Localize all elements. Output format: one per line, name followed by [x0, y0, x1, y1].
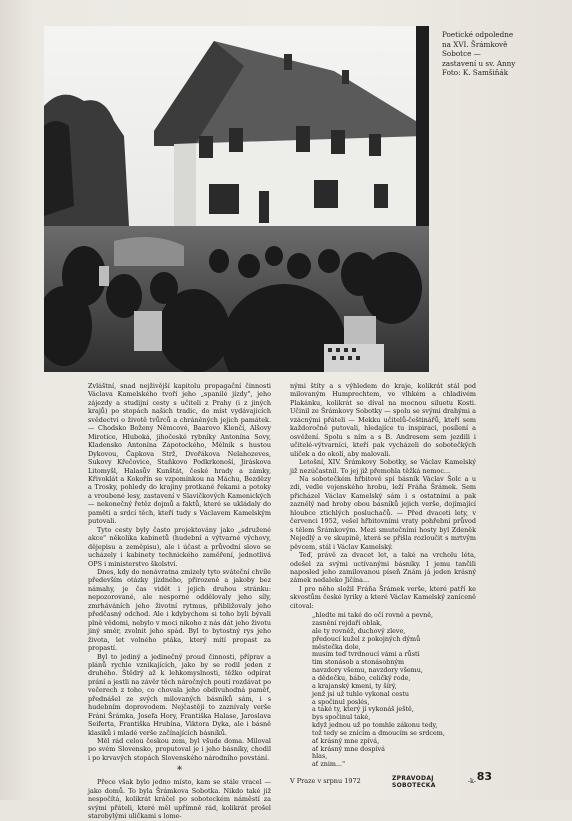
- poem-line: zasnění rejdaří oblak,: [312, 619, 383, 628]
- article-paragraph: Měl rád celou českou zem, byl všude doma. Miloval po svém Slovensko, proputoval je i jeho básníky, chodil i po krvavých stopách Slovenského národního povstání.: [88, 737, 271, 762]
- poem-line: tož tedy se znícím a dmoucím se srdcem,: [312, 728, 445, 737]
- event-photograph: [44, 26, 429, 372]
- article-column-left: [88, 382, 271, 821]
- poem-line: a také ty, který jí vykonáš ještě,: [312, 705, 414, 714]
- poem-line: ať krásný mne zpívá,: [312, 736, 380, 745]
- article-paragraph: Teď, právě za dvacet let, a také na vrcholu léta, odešel za svými uctívanými básníky. I jemu tančili naposled jeho zamilovanou píseň Znám já jeden krásný zámek nedaleko Jičína...: [290, 551, 476, 585]
- article-paragraph: Letošní, XIV. Šrámkovy Sobotky, se Václav Kamelský již nezúčastnil. To jej již přemohla těžká nemoc...: [290, 458, 476, 475]
- article-paragraph: I pro něho složil Fráňa Šrámek verše, které patří ke skvostům české lyriky a které Václav Kamelský zaníceně citoval:: [290, 584, 476, 610]
- photo-caption: [442, 30, 557, 78]
- signoff-place-date: V Praze v srpnu 1972: [290, 777, 361, 786]
- article-paragraph: nými štíty a s výhledem do kraje, kolikrát stál pod milovaným Humprechtem, ve vlhkém a chladivém Plakánku, kolikrát se díval na mocnou siluetu Kosti. Učinil ze Šrámkovy Sobotky — spolu se svými drahými a vzácnými přáteli — Mekku učitelů-češtinářů, kteří sem každoročně putovali, hledajíce tu inspiraci, posílení a osvěžení. Spolu s ním a s B. Andresem sem jezdili i učitelé-výtvarníci, kteří pak vycházeli do sobotečkých uliček a do okolí, aby malovali.: [290, 382, 476, 458]
- poem-line: jenž jsi už tuhle vykonal cestu: [312, 689, 410, 698]
- article-paragraph: Zvláštní, snad nejživější kapitolu propagační činnosti Václava Kamelského tvoří jeho „spanilé jízdy", jeho zájezdy a studijní cesty s učiteli z Prahy (i z jiných krajů) po stopách našich tradic, do míst vydávajících svědectví o životě tvůrců a chráněných jejich památek. — Chodsko Boženy Němcové, Baarovo Klenčí, Alšovy Mirotice, Hluboká, jihočeské rybníky Antonína Sovy, Kladensko Antonína Zápotockého, Mělník s hustou Dykovou, Čapkova Strž, Dvořákova Nelahozeves, Sukovy Křečovice, Staňkovo Podkrkonoší, Jiráskova Litomyšl, Halasův Kunštát, české hrady a zámky, Křivoklát a Kokořín se vzpomínkou na Máchu, Bezdězy a Trosky, pohledy do krajiny protkané řekami a potoky a vroubené lesy, zastavení v Slavičkových Kamenických — nekonečný řetěz dojmů a faktů, které se ukládaly do paměti a srdcí těch, kteří tudy s Václavem Kamelským putovali.: [88, 382, 271, 526]
- poem-line: navzdory všemu, navzdory všemu,: [312, 666, 423, 675]
- poem-line: ať krásný mne dospívá: [312, 744, 385, 753]
- caption-line: Foto: K. Samšiňák: [442, 68, 509, 78]
- poem-line: a spočinul poslés,: [312, 697, 370, 706]
- article-column-right: [290, 382, 476, 785]
- caption-line: na XVI. Šrámkově: [442, 39, 508, 49]
- poem-line: bys spočinul také,: [312, 713, 371, 722]
- poem-line: ale ty rovněž, duchový zleve,: [312, 626, 406, 635]
- article-paragraph: Na sobotečkém hřbitově spí básník Václav Šolc a u zdi, vedle vojenského hrobu, leží Fráňa Šrámek. Sem přicházel Václav Kamelský sám i s ostatními a pak zaznělý nad hroby obou básníků jejich verše, dojímající hloubce ztichlých posluchačů. — Před dvaceti lety, v červenci 1952, vešel hřbitovními vraty pohřební průvod s tělem Šrámkovým. Mezi smutečními hosty byl Zdeněk Nejedlý a ve skupině, která se přišla rozloučit s mrtvým pěvcem, stál i Václav Kamelský.: [290, 474, 476, 551]
- article-paragraph: Dnes, kdy do nenávratna zmizely tyto sváteční chvíle především otázky jízdného, přirozeně a jakoby bez námahy, je čas vidět i jejich druhou stránku: nepozorované, ale nesporné oddělovaly jeho síly, zmrháváních jeho životní rytmus, přibližovaly jeho předčasný odchod. Ale i kdybychom si toho byli bývali plně vědomi, nebylo v moci nikoho z nás dát jeho životu jiný směr, zvolnit jeho spád. Byl to bytostný rys jeho života, let volného ptáka, který mítí propast za propastí.: [88, 567, 271, 653]
- poem-line: městečka dole,: [312, 642, 361, 651]
- page-number: 83: [476, 770, 492, 783]
- poem-line: předoucí kužel z pokojných dýmů: [312, 634, 421, 643]
- article-paragraph: Tyto cesty byly často projektovány jako „sdružené akce" několika kabinetů (hudební a výtvarné výchovy, dějepisu a zeměpisu), ale i účast a průvodní slovo se ucházely i kabinety technického zaměření, jednotlivá OPS i ministerstvo školství.: [88, 525, 271, 568]
- poem-line: a krajanský kmeni, ty šírý,: [312, 681, 397, 690]
- section-star-divider: *: [177, 765, 182, 777]
- caption-line: Poetické odpoledne: [442, 30, 514, 39]
- poem-quote: [312, 612, 476, 769]
- poem-line: tim stonásob a stonásobným: [312, 658, 405, 667]
- poem-line: a dědečku, bábo, celičký rode,: [312, 673, 411, 682]
- publication-name: ZPRAVODAJ SOBOTECKA: [392, 775, 436, 789]
- poem-line: musím teď tvrdnoucí vámi a růsti: [312, 650, 420, 659]
- poem-line: když jednou už po tomhle zákonu tedy,: [312, 721, 438, 730]
- signoff-author: -k-: [467, 777, 476, 786]
- article-paragraph: Byl to jediný a jedinečný proud činnosti, příprav a plánů rychle vznikajících, jako by se rodil jeden z druhého. Štědrý až k lehkomyslnosti, těžko odpírat prání a jestli na závěr těch náročných poutí rozdávat po večerech z toho, co chovala jeho obdivuhodná paměť, přednášel ze svých milovaných básníků sám, i s hudebním doprovodem. Nejčastěji to zaznívaly verše Fráni Šrámka, Josefa Hory, Františka Halase, Jaroslava Seiferta, Františka Hrubína, Viktora Dyka, ale i básně klasiků i mladé verše začínajících básníků.: [88, 652, 271, 737]
- poem-line: „hledte mi také do očí rovně a pevně,: [312, 611, 434, 620]
- caption-line: zastavení u sv. Anny: [442, 58, 516, 68]
- poem-line: ať znim...": [312, 760, 346, 769]
- article-paragraph: Přece však bylo jedno místo, kam se stále vracel — jako domů. To byla Šrámkova Sobotka. Nikdo také již nespočítá, kolikrát kráčel po soboteckém náměstí za svými přáteli, které měl upřímně rád, kolikrát prošel starobylými uličkami s lome-: [88, 778, 271, 821]
- caption-line: Sobotce —: [442, 49, 481, 59]
- page-footer: [392, 770, 492, 789]
- poem-line: hlas,: [312, 752, 328, 761]
